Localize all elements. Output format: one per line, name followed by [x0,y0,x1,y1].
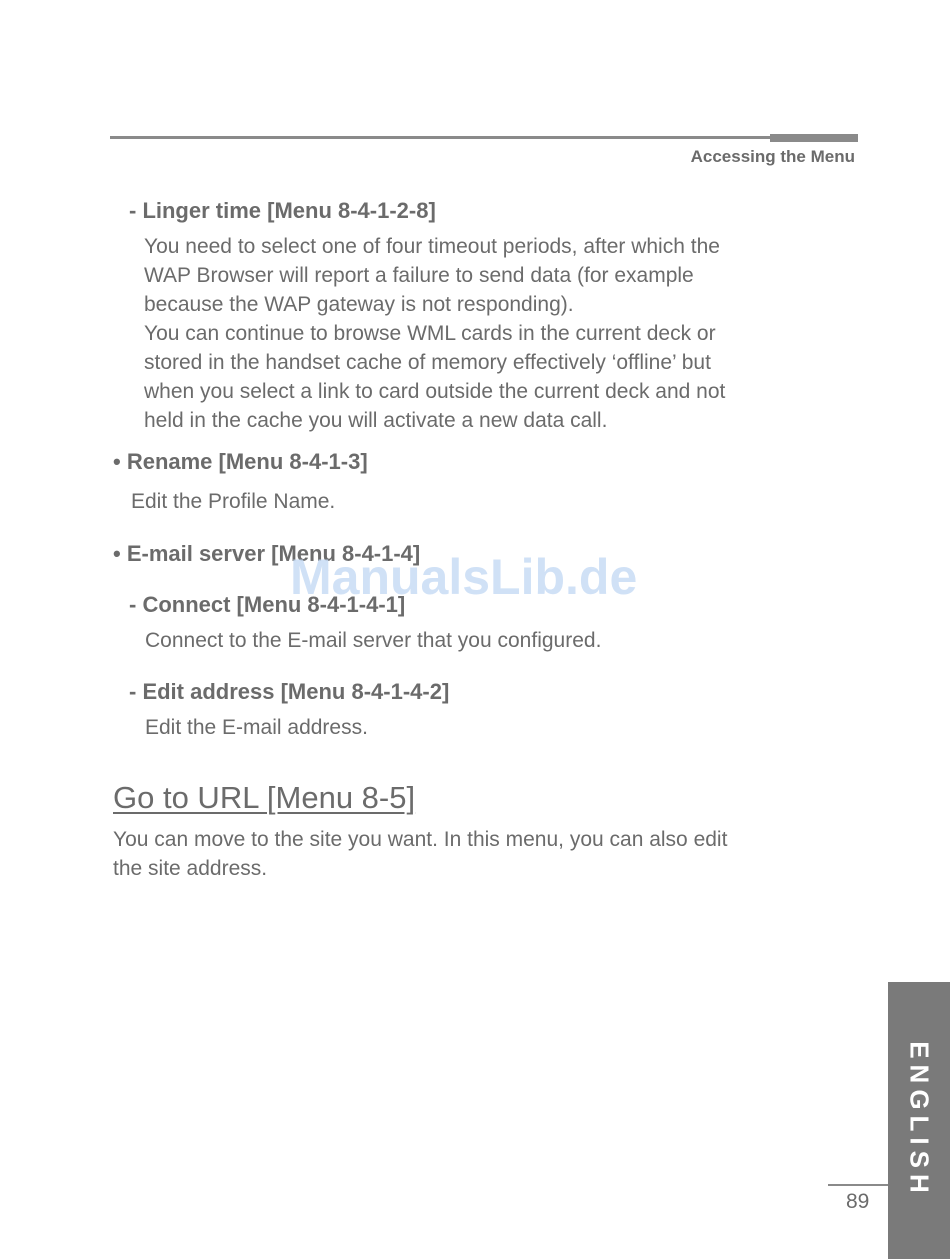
body-line: You need to select one of four timeout periods, after which the [144,235,720,258]
body-line: You can move to the site you want. In this menu, you can also edit [113,828,728,851]
header-rule [110,136,770,139]
body-line: held in the cache you will activate a new data call. [144,409,608,432]
header-rule-accent [770,134,858,142]
body-line: stored in the handset cache of memory effectively ‘offline’ but [144,351,711,374]
rename-body: Edit the Profile Name. [131,490,336,513]
body-line: because the WAP gateway is not responding). [144,293,574,316]
edit-address-heading: - Edit address [Menu 8-4-1-4-2] [129,679,450,704]
body-line: WAP Browser will report a failure to send data (for example [144,264,694,287]
body-line: the site address. [113,857,268,880]
edit-address-body: Edit the E-mail address. [145,716,368,739]
language-tab-label: ENGLISH [904,1041,935,1199]
connect-heading: - Connect [Menu 8-4-1-4-1] [129,592,406,617]
email-server-heading: • E-mail server [Menu 8-4-1-4] [113,541,421,566]
linger-time-body [144,232,725,435]
body-line: when you select a link to card outside the current deck and not [144,380,726,403]
running-header: Accessing the Menu [690,147,855,166]
watermark: ManualsLib.de [290,549,638,605]
go-to-url-heading: Go to URL [Menu 8-5] [113,780,416,815]
rename-heading: • Rename [Menu 8-4-1-3] [113,449,368,474]
footer-rule [828,1184,888,1186]
connect-body: Connect to the E-mail server that you configured. [145,629,602,652]
go-to-url-body [113,825,727,883]
page-number: 89 [846,1190,870,1213]
linger-time-heading: - Linger time [Menu 8-4-1-2-8] [129,198,436,223]
body-line: You can continue to browse WML cards in the current deck or [144,322,716,345]
